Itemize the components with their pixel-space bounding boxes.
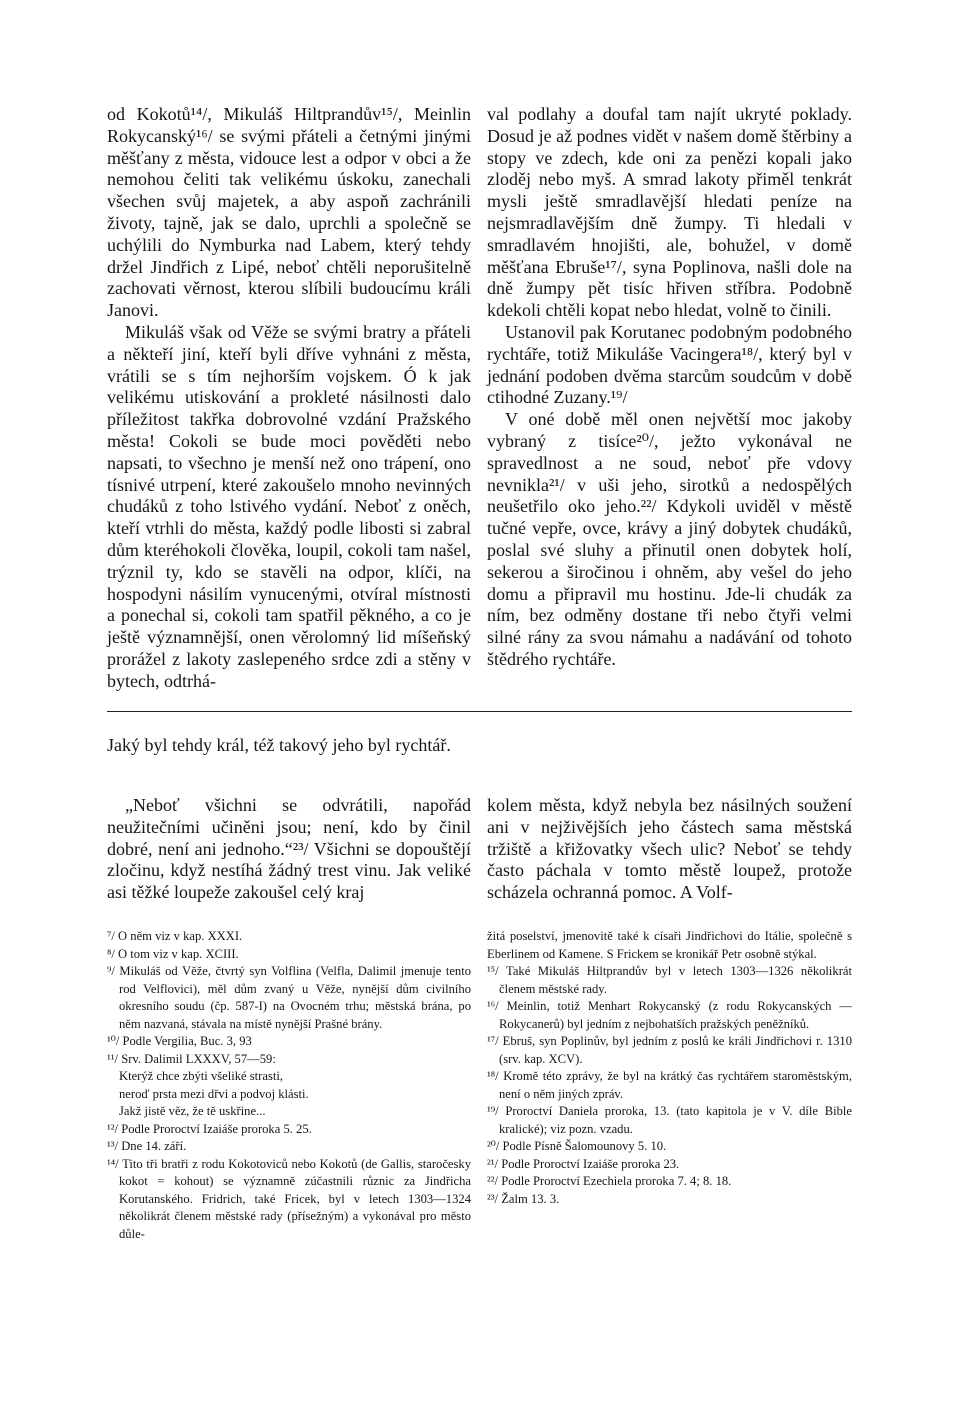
quoted-verse: Kterýž chce zbýti všeliké strasti, xyxy=(119,1069,284,1083)
footnote: ¹²/ Podle Proroctví Izaiáše proroka 5. 25. xyxy=(107,1121,312,1136)
footnote: ²²/ Podle Proroctví Ezechiela proroka 7. 4; 8. 18. xyxy=(487,1174,732,1188)
footnote: ¹³/ Dne 14. září. xyxy=(107,1139,187,1153)
quoted-verse: neroď prsta mezi dřvi a podvoj klásti. xyxy=(119,1086,309,1101)
footnote: ¹⁹/ Proroctví Daniela proroka, 13. (tato kapitola je v V. díle Bible kralické); viz pozn. vzadu. xyxy=(487,1104,852,1136)
footnote: ¹⁴/ Tito tři bratři z rodu Kokotoviců nebo Kokotů (de Gallis, staročesky kokot = kohout) se významně zúčastnili různic za Jindřicha Korutanského. Fridrich, také Fricek, byl v letech 1303—1324 několikrát členem městské rady (přísežným) a vykonával pro město důle- xyxy=(107,1156,471,1241)
upper-left-column xyxy=(107,104,471,693)
paragraph: Mikuláš však od Věže se svými bratry a přáteli a někteří jiní, kteří byli dříve vyhnáni z města, vrátili se s tím nejhorším vojskem. Ó k jak velikému utiskování a prokleté násilnosti dalo příležitost takřka dobrovolné vzdání Pražského města! Cokoli se bude moci pověděti nebo napsati, to všechno je menší než ono trápení, ono tísnivé utrpení, které zakoušelo mnoho nevinných chudáků z toho lstivého vydání. Neboť z oněch, kteří vtrhli do města, každý podle libosti si zabral dům kteréhokoli člověka, loupil, cokoli tam našel, trýznil ty, kdo se stavěli na odpor, klíči, na hospodyni násilím vynucenými, otvíral místnosti a ponechal si, cokoli tam spatřil pěkného, a co je ještě významnější, onen věrolomný lid míšeňský prorážel z lakoty zaslepeného srdce zdi a stěny v bytech, odtrhá- xyxy=(107,321,471,691)
footnote: žitá poselství, jmenovitě také k císaři Jindřichovi do Itálie, společně s Eberlinem od Kamene. S Frickem se kronikář Petr osobně stýkal. xyxy=(487,929,852,961)
footnote: ¹⁰/ Podle Vergilia, Buc. 3, 93 xyxy=(107,1034,252,1048)
lower-left-column xyxy=(107,795,471,904)
lower-right-column xyxy=(487,795,852,904)
upper-right-column xyxy=(487,104,852,671)
footnote: ¹¹/ Srv. Dalimil LXXXV, 57—59: xyxy=(107,1051,276,1066)
footnote: ¹⁷/ Ebruš, syn Poplinův, byl jedním z poslů ke králi Jindřichovi r. 1310 (srv. kap. XCV). xyxy=(487,1034,852,1066)
footnote: ²¹/ Podle Proroctví Izaiáše proroka 23. xyxy=(487,1156,680,1171)
footnotes-right xyxy=(487,928,852,1208)
footnote: ¹⁵/ Také Mikuláš Hiltprandův byl v letech 1303—1326 několikrát členem městské rady. xyxy=(487,964,852,996)
paragraph: val podlahy a doufal tam najít ukryté poklady. Dosud je až podnes vidět v našem domě štěrbiny a stopy ve zdech, kde oni za penězi kopali jako zloděj nebo myš. A smrad lakoty přiměl tenkrát mysli ještě smradlavější hledati peníze na nejsmradlavějším dně žumpy. Ti hledali v smradlavém hnojišti, ale, bohužel, v domě měšťana Ebruše¹⁷/, syna Poplinova, našli dole na dně žumpy pět tisíc hřiven stříbra. Podobně kdekoli chtěli kopat nebo hledat, volně to činili. xyxy=(487,104,852,321)
footnotes-left xyxy=(107,928,471,1243)
footnote: ²⁰/ Podle Písně Šalomounovy 5. 10. xyxy=(487,1139,667,1153)
quoted-verse: Jakž jistě věz, že tě uskřine... xyxy=(119,1104,266,1118)
paragraph: kolem města, když nebyla bez násilných soužení ani v nejživějších jeho částech sama městská tržiště a křižovatky všech ulic? Neboť se tehdy často páchala v tomto městě loupež, protože scházela ochranná pomoc. A Volf- xyxy=(487,795,852,903)
footnote: ¹⁶/ Meinlin, totiž Menhart Rokycanský (z rodu Rokycanských — Rokycanerů) byl jedním z nejbohatších pražských peněžníků. xyxy=(487,999,852,1031)
footnote: ²³/ Žalm 13. 3. xyxy=(487,1191,560,1206)
footnote: ⁹/ Mikuláš od Věže, čtvrtý syn Volflina (Velfla, Dalimil jmenuje tento rod Velflovici), měl dům zvaný u Věže, nynější dům civilního okresního soudu (čp. 587-I) na Ovocném trhu; městská brána, po něm nazvaná, stávala na místě nynější Prašné brány. xyxy=(107,964,471,1031)
paragraph: Ustanovil pak Korutanec podobným podobného rychtáře, totiž Mikuláše Vacingera¹⁸/, který byl v jednání podoben dvěma starcům soudcům v době ctihodné Zuzany.¹⁹/ xyxy=(487,321,852,408)
paragraph: V oné době měl onen největší moc jakoby vybraný z tisíce²⁰/, ježto vykonával ne spravedlnost a ne soud, neboť pře vdovy nevnikla²¹/ v uši jeho, sirotků a nedospělých neušetřilo oko jeho.²²/ Kdykoli uviděl v městě tučné vepře, ovce, krávy a jiný dobytek chudáků, poslal své sluhy a přinutil onen dobytek holí, sekerou a širočinou i ohněm, aby vešel do jeho domu a připravil mu hostinu. Jde-li chudák za ním, bez odměny dostane tři nebo čtyři velmi silné rány za svou námahu a nadávání od tohoto štědrého rychtáře. xyxy=(487,409,852,669)
illustration-caption: Jaký byl tehdy král, též takový jeho byl rychtář. xyxy=(107,735,451,755)
paragraph: od Kokotů¹⁴/, Mikuláš Hiltprandův¹⁵/, Meinlin Rokycanský¹⁶/ se svými přáteli a četnými jinými měšťany z města, vidouce lest a odpor v obci a že nemohou čeliti tak velikému úskoku, zanechali všechen svůj majetek, a aby aspoň zachránili životy, tajně, jak se dalo, uprchli a společně se uchýlili do Nymburka nad Labem, který tehdy držel Jindřich z Lipé, neboť chtěli neporušitelně zachovati věrnost, kterou slíbili budoucímu králi Janovi. xyxy=(107,104,471,321)
footnote: ⁸/ O tom viz v kap. XCIII. xyxy=(107,946,239,961)
footnote: ⁷/ O něm viz v kap. XXXI. xyxy=(107,929,243,943)
footnote: ¹⁸/ Kromě této zprávy, že byl na krátký čas rychtářem staroměstským, není o něm jiných zpráv. xyxy=(487,1069,852,1101)
paragraph: „Neboť všichni se odvrátili, napořád neužitečními učiněni jsou; není, kdo by činil dobré, není ani jednoho.“²³/ Všichni se dopouštějí zločinu, když nestíhá žádný trest vinu. Jak veliké asi těžké loupeže zakoušel celý kraj xyxy=(107,795,471,903)
illustration-divider xyxy=(107,711,852,712)
